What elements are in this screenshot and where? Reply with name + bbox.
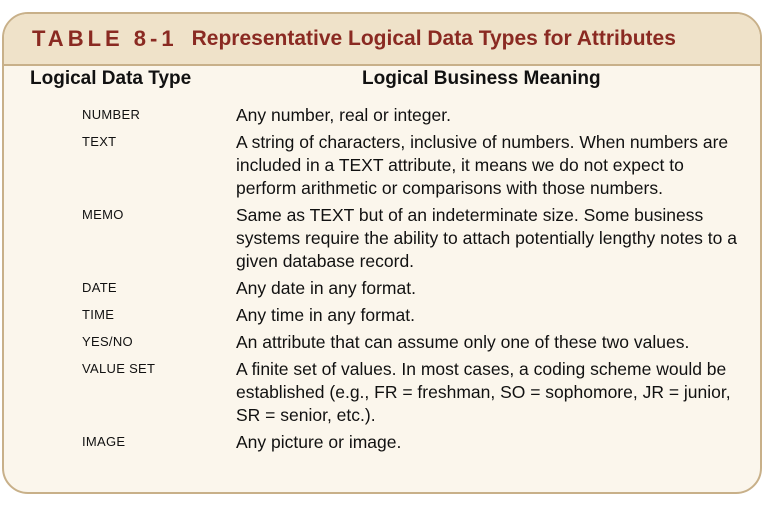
table-row — [0, 431, 772, 454]
meaning-cell: A finite set of values. In most cases, a coding scheme would be established (e.g., FR = freshman, SO = sophomore, JR = junior, SR = senior, etc.). — [236, 359, 731, 425]
table-row — [0, 131, 772, 200]
meaning-cell: An attribute that can assume only one of these two values. — [236, 332, 690, 352]
data-type-cell: VALUE SET — [82, 361, 156, 376]
table-row — [0, 358, 772, 427]
table-label: TABLE 8-1 — [32, 26, 178, 51]
table-row — [0, 204, 772, 273]
meaning-cell: A string of characters, inclusive of numbers. When numbers are included in a TEXT attribute, it means we do not expect to perform arithmetic or comparisons with those numbers. — [236, 132, 729, 198]
column-header-meaning: Logical Business Meaning — [362, 68, 601, 89]
column-header-type: Logical Data Type — [30, 68, 192, 89]
meaning-cell: Any date in any format. — [236, 278, 416, 298]
table-row — [0, 277, 772, 300]
data-type-cell: IMAGE — [82, 434, 126, 449]
data-type-cell: YES/NO — [82, 334, 133, 349]
table-title: Representative Logical Data Types for Attributes — [191, 27, 676, 50]
meaning-cell: Any time in any format. — [236, 305, 415, 325]
meaning-cell: Same as TEXT but of an indeterminate size. Some business systems require the ability to attach potentially lengthy notes to a given database record. — [236, 205, 737, 271]
data-type-cell: DATE — [82, 280, 117, 295]
table-title-bar — [4, 14, 760, 66]
meaning-cell: Any number, real or integer. — [236, 105, 451, 125]
table-body — [0, 104, 772, 458]
data-type-cell: TIME — [82, 307, 115, 322]
table-row — [0, 331, 772, 354]
data-type-cell: NUMBER — [82, 107, 141, 122]
data-type-cell: MEMO — [82, 207, 124, 222]
data-type-cell: TEXT — [82, 134, 117, 149]
table-row — [0, 104, 772, 127]
table-row — [0, 304, 772, 327]
meaning-cell: Any picture or image. — [236, 432, 402, 452]
